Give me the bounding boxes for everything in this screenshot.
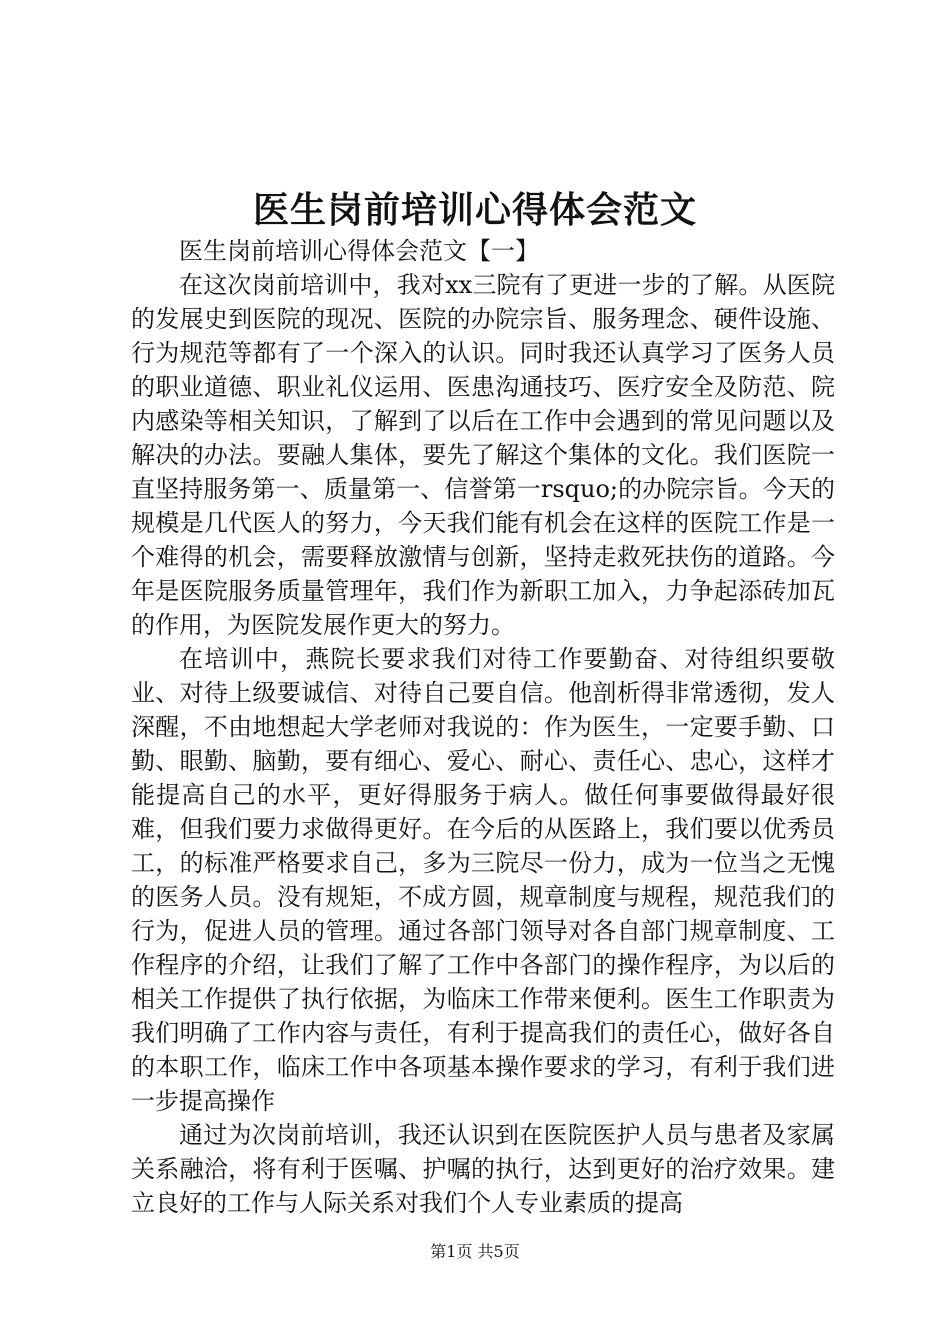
paragraph-3: 通过为次岗前培训，我还认识到在医院医护人员与患者及家属关系融洽，将有利于医嘱、护嘱的执行，达到更好的治疗效果。建立良好的工作与人际关系对我们个人专业素质的提高 — [131, 1121, 835, 1217]
document-body — [131, 234, 835, 1220]
document-title: 医生岗前培训心得体会范文 — [252, 189, 697, 231]
page-footer: 第1页 共5页 — [430, 1242, 520, 1261]
paragraph-2: 在培训中，燕院长要求我们对待工作要勤奋、对待组织要敬业、对待上级要诚信、对待自己要自信。他剖析得非常透彻，发人深醒，不由地想起大学老师对我说的：作为医生，一定要手勤、口勤、眼勤、脑勤，要有细心、爱心、耐心、责任心、忠心，这样才能提高自己的水平，更好得服务于病人。做任何事要做得最好很难，但我们要力求做得更好。在今后的从医路上，我们要以优秀员工，的标准严格要求自己，多为三院尽一份力，成为一位当之无愧的医务人员。没有规矩，不成方圆，规章制度与规程，规范我们的行为，促进人员的管理。通过各部门领导对各自部门规章制度、工作程序的介绍，让我们了解了工作中各部门的操作程序，为以后的相关工作提供了执行依据，为临床工作带来便利。医生工作职责为我们明确了工作内容与责任，有利于提高我们的责任心，做好各自的本职工作，临床工作中各项基本操作要求的学习，有利于我们进一步提高操作 — [131, 645, 835, 1115]
section-heading: 医生岗前培训心得体会范文【一】 — [179, 237, 539, 265]
paragraph-1: 在这次岗前培训中，我对xx三院有了更进一步的了解。从医院的发展史到医院的现况、医院的办院宗旨、服务理念、硬件设施、行为规范等都有了一个深入的认识。同时我还认真学习了医务人员的职业道德、职业礼仪运用、医患沟通技巧、医疗安全及防范、院内感染等相关知识，了解到了以后在工作中会遇到的常见问题以及解决的办法。要融人集体，要先了解这个集体的文化。我们医院一直坚持服务第一、质量第一、信誉第一rsquo;的办院宗旨。今天的规模是几代医人的努力，今天我们能有机会在这样的医院工作是一个难得的机会，需要释放激情与创新，坚持走救死扶伤的道路。今年是医院服务质量管理年，我们作为新职工加入，力争起添砖加瓦的作用，为医院发展作更大的努力。 — [131, 271, 835, 639]
